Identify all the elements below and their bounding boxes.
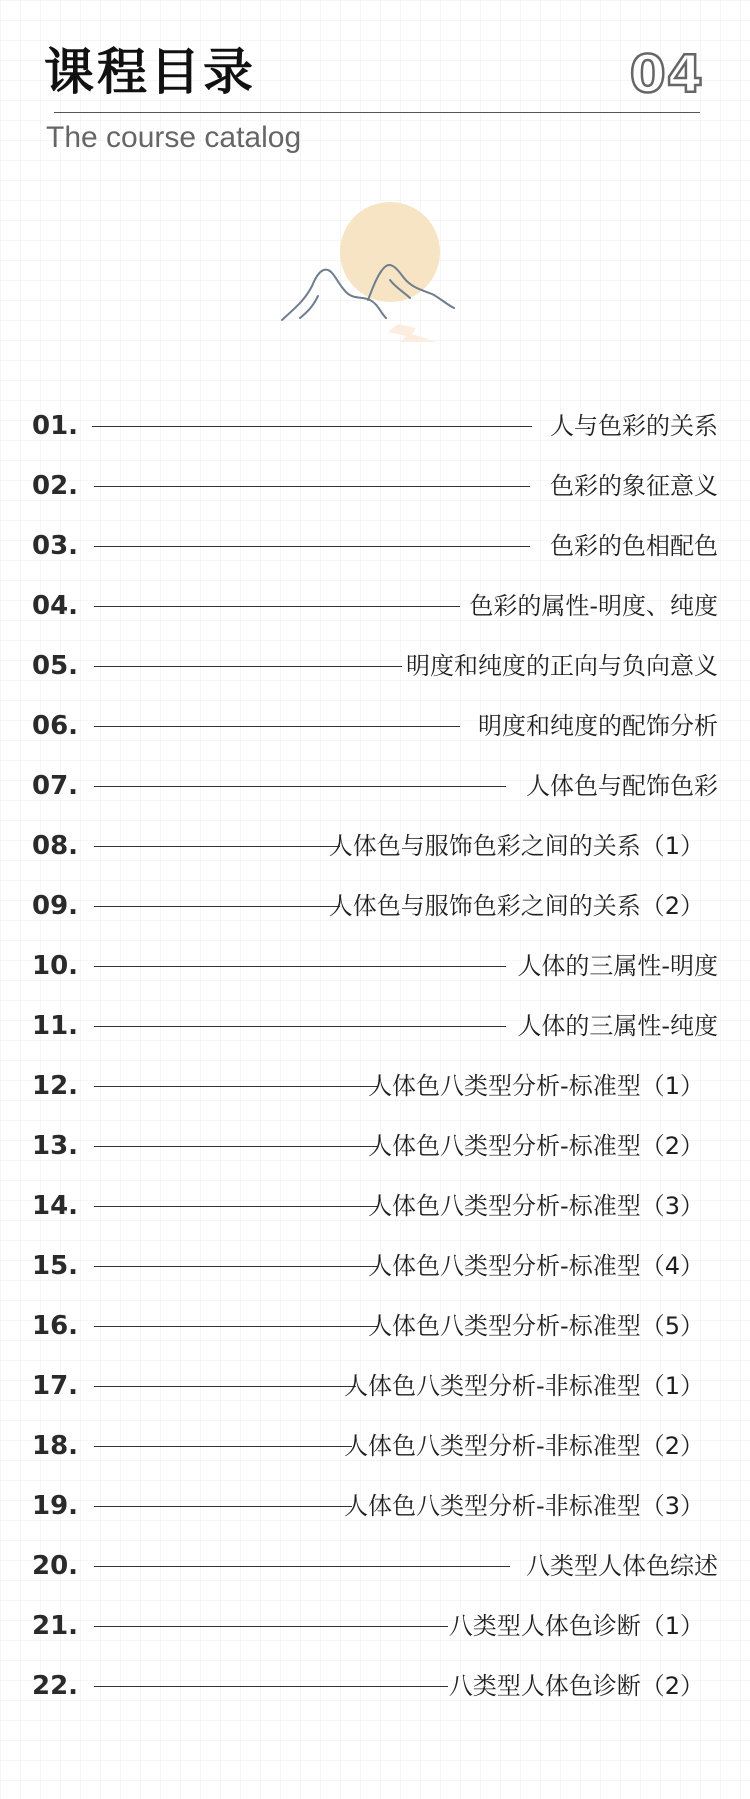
catalog-item (0, 1006, 750, 1046)
catalog-item-title: 人体色八类型分析-标准型（3） (368, 1192, 704, 1220)
catalog-item (0, 886, 750, 926)
leader-line (94, 546, 530, 547)
catalog-item-number: 12. (32, 1071, 79, 1101)
leader-line (94, 1206, 378, 1207)
catalog-item (0, 466, 750, 506)
catalog-item-title: 色彩的象征意义 (550, 472, 718, 500)
catalog-item-number: 09. (32, 891, 79, 921)
catalog-item-number: 22. (32, 1671, 79, 1701)
leader-line (94, 1446, 352, 1447)
catalog-item (0, 1306, 750, 1346)
leader-line (94, 1026, 506, 1027)
catalog-item-number: 07. (32, 771, 79, 801)
leader-line (94, 1146, 378, 1147)
page-subtitle: The course catalog (46, 121, 302, 154)
catalog-item-title: 人体色与配饰色彩 (526, 772, 718, 800)
catalog-item-number: 17. (32, 1371, 79, 1401)
leader-line (94, 1686, 448, 1687)
leader-line (94, 1386, 356, 1387)
catalog-item-number: 20. (32, 1551, 79, 1581)
catalog-item-number: 03. (32, 531, 79, 561)
section-number: 04 (629, 45, 704, 105)
catalog-item (0, 946, 750, 986)
catalog-item-number: 15. (32, 1251, 79, 1281)
leader-line (94, 606, 460, 607)
leader-line (94, 1086, 378, 1087)
catalog-item-title: 色彩的属性-明度、纯度 (469, 592, 718, 620)
catalog-item (0, 826, 750, 866)
catalog-item-number: 21. (32, 1611, 79, 1641)
leader-line (94, 1326, 378, 1327)
catalog-item-number: 02. (32, 471, 79, 501)
leader-line (94, 666, 402, 667)
catalog-item (0, 1246, 750, 1286)
catalog-item-title: 人体的三属性-纯度 (517, 1012, 718, 1040)
catalog-item-number: 06. (32, 711, 79, 741)
catalog-item-number: 18. (32, 1431, 79, 1461)
catalog-item (0, 1366, 750, 1406)
leader-line (94, 846, 340, 847)
catalog-item-title: 人体色八类型分析-非标准型（3） (344, 1492, 704, 1520)
catalog-item-number: 13. (32, 1131, 79, 1161)
catalog-item-title: 八类型人体色诊断（2） (448, 1672, 704, 1700)
catalog-item-number: 11. (32, 1011, 79, 1041)
leader-line (94, 726, 460, 727)
catalog-item (0, 766, 750, 806)
catalog-item (0, 646, 750, 686)
catalog-item (0, 706, 750, 746)
catalog-item (0, 1186, 750, 1226)
leader-line (94, 1566, 510, 1567)
catalog-item-title: 人体色八类型分析-标准型（1） (368, 1072, 704, 1100)
catalog-item-title: 人体色八类型分析-标准型（5） (368, 1312, 704, 1340)
catalog-item-title: 人体色与服饰色彩之间的关系（2） (328, 892, 704, 920)
catalog-item-title: 八类型人体色综述 (526, 1552, 718, 1580)
catalog-item-title: 人体色八类型分析-标准型（4） (368, 1252, 704, 1280)
catalog-item-number: 08. (32, 831, 79, 861)
sun-over-mountains-illustration (270, 200, 480, 360)
leader-line (94, 1626, 448, 1627)
leader-line (94, 1506, 352, 1507)
path-icon (388, 324, 436, 342)
catalog-item-title: 人体色八类型分析-标准型（2） (368, 1132, 704, 1160)
catalog-item (0, 1486, 750, 1526)
catalog-item-title: 人体的三属性-明度 (517, 952, 718, 980)
leader-line (94, 486, 530, 487)
catalog-item (0, 1546, 750, 1586)
catalog-item-title: 八类型人体色诊断（1） (448, 1612, 704, 1640)
catalog-item (0, 1426, 750, 1466)
catalog-item-number: 01. (32, 411, 79, 441)
leader-line (94, 966, 506, 967)
leader-line (92, 426, 532, 427)
catalog-item-number: 10. (32, 951, 79, 981)
catalog-item-number: 14. (32, 1191, 79, 1221)
catalog-item-title: 人体色八类型分析-非标准型（2） (344, 1432, 704, 1460)
catalog-item-title: 明度和纯度的配饰分析 (478, 712, 718, 740)
header-divider (54, 112, 700, 113)
catalog-item-number: 05. (32, 651, 79, 681)
leader-line (94, 1266, 378, 1267)
catalog-item (0, 1606, 750, 1646)
catalog-item (0, 586, 750, 626)
sun-mountain-icon (270, 200, 480, 360)
leader-line (94, 906, 340, 907)
catalog-item-title: 人与色彩的关系 (550, 412, 718, 440)
catalog-item-title: 明度和纯度的正向与负向意义 (406, 652, 718, 680)
catalog-item (0, 1126, 750, 1166)
catalog-item-title: 色彩的色相配色 (550, 532, 718, 560)
catalog-item-number: 16. (32, 1311, 79, 1341)
catalog-item (0, 1666, 750, 1706)
sun-icon (340, 202, 440, 302)
page-title: 课程目录 (44, 43, 256, 101)
catalog-item-title: 人体色与服饰色彩之间的关系（1） (328, 832, 704, 860)
catalog-item (0, 406, 750, 446)
catalog-item (0, 526, 750, 566)
catalog-item-number: 04. (32, 591, 79, 621)
catalog-item (0, 1066, 750, 1106)
catalog-item-title: 人体色八类型分析-非标准型（1） (344, 1372, 704, 1400)
catalog-item-number: 19. (32, 1491, 79, 1521)
leader-line (94, 786, 506, 787)
